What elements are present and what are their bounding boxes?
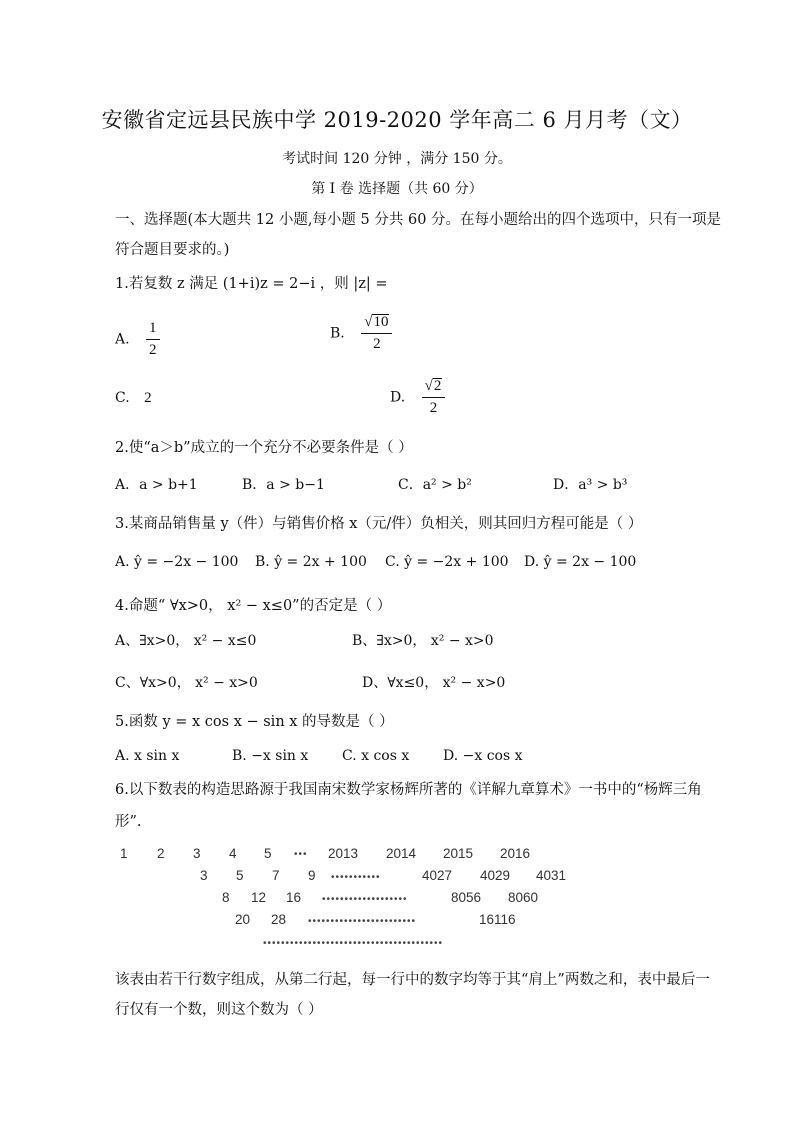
triangle-row3-cell: 8060	[508, 890, 539, 905]
q1-a-label: A.	[115, 331, 130, 348]
exam-info: 考试时间 120 分钟 ，满分 150 分。	[282, 151, 512, 167]
q1-b-label: B.	[330, 325, 345, 342]
q4-option-d: D、∀x≤0， x² − x>0	[362, 675, 506, 691]
triangle-row5-dots: ••••••••••••••••••••••••••••••••••••••••	[263, 938, 444, 949]
triangle-row2-cell: 9	[308, 868, 316, 883]
q4-option-b: B、∃x>0， x² − x>0	[352, 633, 494, 649]
triangle-row3-cell: 8056	[451, 890, 482, 905]
q1-d-fraction	[422, 378, 446, 417]
q1-d-sqrt: √ 2	[424, 378, 442, 394]
q6-stem-line1: 6.以下数表的构造思路源于我国南宋数学家杨辉所著的《详解九章算术》一书中的“杨辉三角	[115, 782, 702, 798]
triangle-row2-cell: 7	[272, 868, 280, 883]
instructions-line1: 一、选择题(本大题共 12 小题,每小题 5 分共 60 分。在每小题给出的四个选项中，只有一项是	[115, 212, 722, 228]
q4-option-a: A、∃x>0， x² − x≤0	[115, 633, 257, 649]
q1-d-denominator: 2	[429, 400, 438, 416]
q1-option-a	[115, 320, 160, 359]
q3-option-b: B. ŷ = 2x + 100	[255, 554, 367, 570]
q6-stem-line2: 形”.	[115, 814, 142, 830]
q3-option-c: C. ŷ = −2x + 100	[385, 554, 509, 570]
q1-a-denominator: 2	[149, 342, 157, 358]
q1-option-b	[330, 314, 392, 353]
triangle-row1-cell: 4	[229, 846, 237, 861]
instructions-line2: 符合题目要求的。)	[115, 242, 230, 258]
triangle-row1-cell: 1	[120, 846, 128, 861]
triangle-row3-dots: •••••••••••••••••••	[322, 894, 408, 905]
section-title: 第 I 卷 选择题（共 60 分）	[311, 181, 483, 197]
q5-option-a: A. x sin x	[115, 748, 180, 764]
triangle-row2-cell: 4031	[536, 868, 567, 883]
q3-option-a: A. ŷ = −2x − 100	[115, 554, 239, 570]
triangle-row4-cell: 20	[235, 912, 251, 927]
q1-d-radicand: 2	[433, 378, 442, 394]
q1-b-fraction	[361, 314, 392, 353]
q1-b-denominator: 2	[373, 336, 381, 352]
q2-option-d: D．a³ > b³	[553, 477, 628, 493]
q4-option-c: C、∀x>0， x² − x>0	[115, 675, 258, 691]
q2-stem: 2.使“a＞b”成立的一个充分不必要条件是（ ）	[115, 440, 413, 456]
q5-option-b: B. −x sin x	[232, 748, 309, 764]
q5-option-d: D. −x cos x	[443, 748, 523, 764]
triangle-row1-cell: 2016	[500, 846, 531, 861]
triangle-row2-dots: •••••••••••	[331, 872, 381, 883]
triangle-row1-cell: 5	[264, 846, 272, 861]
triangle-row1-cell: 2013	[328, 846, 359, 861]
triangle-row1-dots: •••	[294, 849, 308, 860]
q1-stem: 1.若复数 z 满足 (1+i)z = 2−i ，则 |z| =	[115, 276, 388, 292]
q6-tail-line2: 行仅有一个数，则这个数为（ ）	[115, 1002, 323, 1018]
triangle-row1-cell: 3	[193, 846, 201, 861]
q4-stem: 4.命题“ ∀x>0， x² − x≤0”的否定是（ ）	[115, 598, 392, 614]
q1-option-d	[390, 378, 445, 417]
q1-d-label: D.	[390, 389, 406, 406]
page-title: 安徽省定远县民族中学 2019-2020 学年高二 6 月月考（文）	[101, 108, 693, 132]
triangle-row2-cell: 5	[236, 868, 244, 883]
q2-option-b: B．a > b−1	[242, 477, 325, 493]
triangle-row1-cell: 2014	[386, 846, 417, 861]
triangle-row2-cell: 4027	[422, 868, 453, 883]
triangle-row3-cell: 12	[251, 890, 267, 905]
q2-option-a: A．a > b+1	[115, 477, 198, 493]
q2-option-c: C．a² > b²	[398, 477, 472, 493]
triangle-row4-cell: 16116	[479, 912, 516, 927]
triangle-row3-cell: 8	[222, 890, 230, 905]
triangle-row1-cell: 2	[157, 846, 165, 861]
q3-stem: 3.某商品销售量 y（件）与销售价格 x（元/件）负相关，则其回归方程可能是（ ）	[115, 516, 643, 532]
triangle-row1-cell: 2015	[443, 846, 474, 861]
q1-c-label: C.	[115, 390, 130, 406]
q1-b-sqrt: √ 10	[364, 314, 389, 330]
triangle-row4-cell: 28	[271, 912, 287, 927]
q1-option-c	[115, 390, 152, 407]
q5-option-c: C. x cos x	[342, 748, 410, 764]
q1-a-fraction	[146, 320, 160, 359]
triangle-row2-cell: 4029	[480, 868, 511, 883]
triangle-row3-cell: 16	[286, 890, 302, 905]
q1-c-value: 2	[144, 390, 152, 406]
q1-b-radicand: 10	[373, 314, 389, 330]
q5-stem: 5.函数 y = x cos x − sin x 的导数是（ ）	[115, 714, 394, 730]
q6-tail-line1: 该表由若干行数字组成，从第二行起，每一行中的数字均等于其“肩上”两数之和，表中最后一	[115, 972, 710, 988]
triangle-row2-cell: 3	[200, 868, 208, 883]
triangle-row4-dots: ••••••••••••••••••••••••	[308, 916, 417, 927]
q1-a-numerator: 1	[149, 320, 157, 336]
q3-option-d: D. ŷ = 2x − 100	[524, 554, 637, 570]
